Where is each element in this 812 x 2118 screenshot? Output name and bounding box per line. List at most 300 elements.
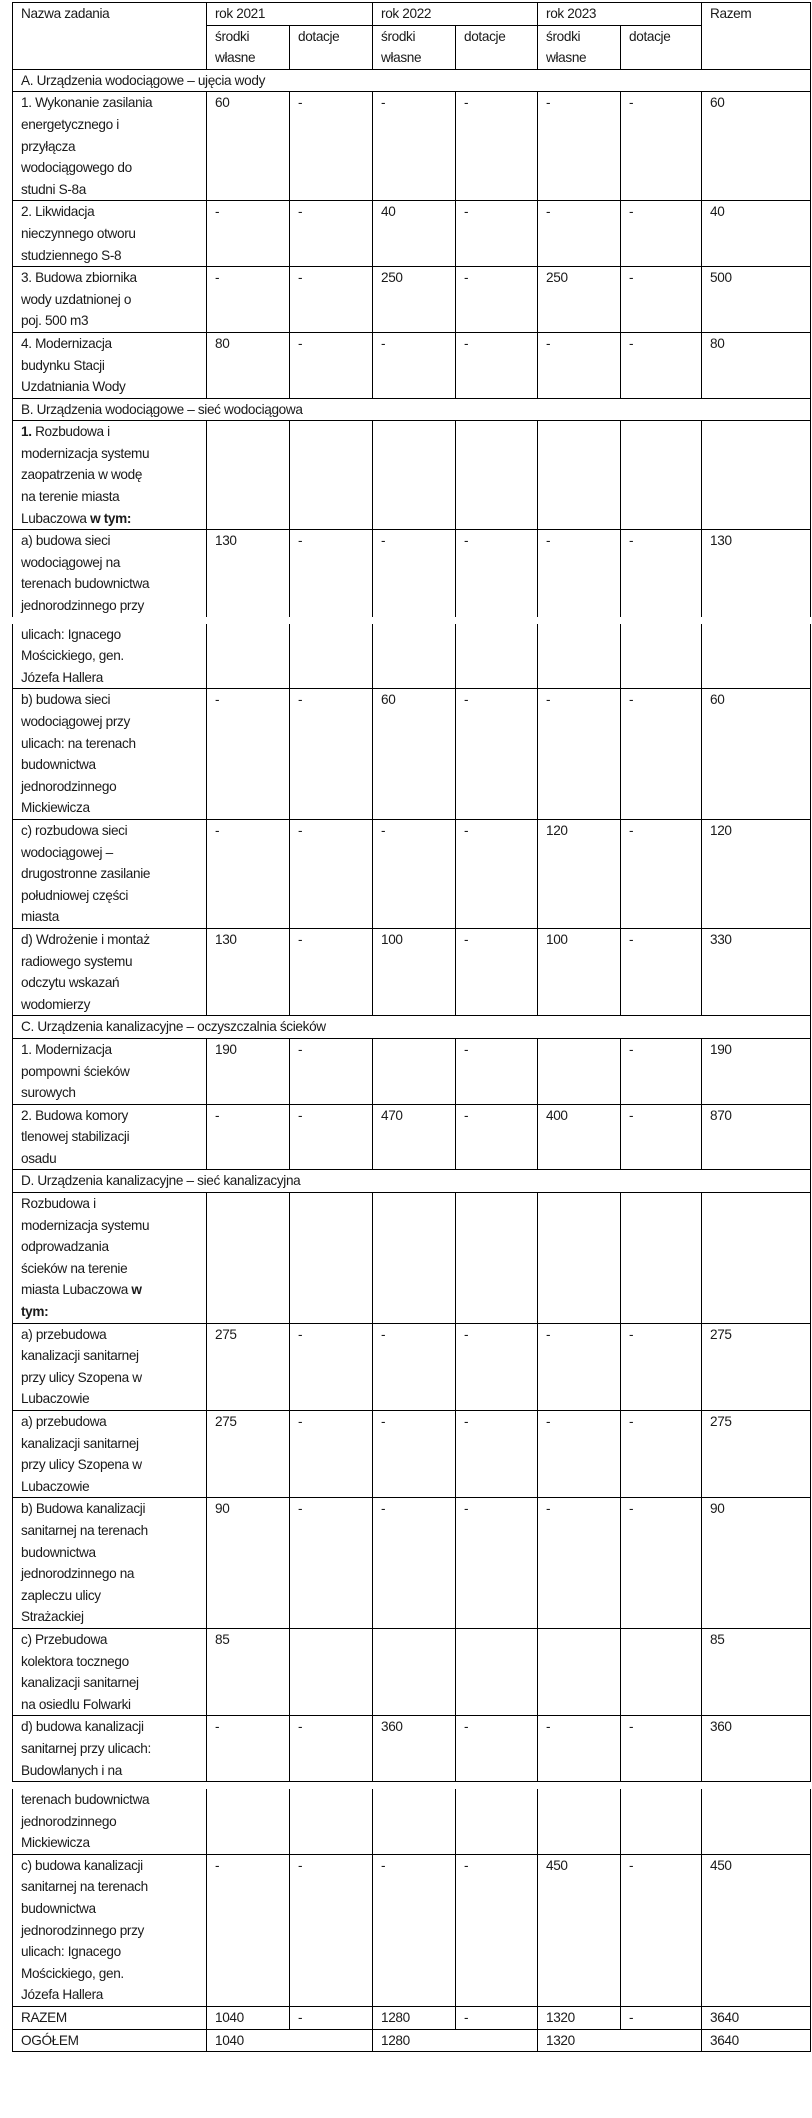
task-text: 4. Modernizacja — [21, 335, 112, 351]
task-name-line — [21, 1236, 202, 1258]
task-name-line — [21, 508, 202, 530]
task-name-line — [21, 624, 202, 646]
header-own-funds-2023 — [538, 25, 621, 69]
table-row — [13, 624, 811, 689]
task-name-line — [21, 863, 202, 885]
row-total-cell: 330 — [702, 928, 811, 1015]
own-funds-2022-cell: - — [373, 819, 456, 928]
task-name-line — [21, 157, 202, 179]
task-name-cell — [13, 1104, 207, 1170]
task-name-cell — [13, 928, 207, 1015]
task-name-line — [21, 1984, 202, 2006]
grants-2022-cell — [456, 624, 538, 689]
header-year-2021: rok 2021 — [207, 3, 373, 26]
task-name-line — [21, 885, 202, 907]
task-name-line — [21, 1520, 202, 1542]
task-text: Mościckiego, gen. — [21, 648, 124, 664]
own-funds-2023-cell: 400 — [538, 1104, 621, 1170]
own-funds-2021-cell: 60 — [207, 92, 290, 201]
own-funds-2023-cell: 1320 — [538, 2007, 621, 2030]
task-text: budownictwa — [21, 1544, 96, 1560]
table-row — [13, 928, 811, 1015]
header-row-years — [13, 3, 811, 26]
task-name-line — [21, 376, 202, 398]
row-total-cell: 450 — [702, 1854, 811, 2006]
own-funds-2021-cell — [207, 624, 290, 689]
task-name-line — [21, 689, 202, 711]
own-funds-2023-cell: - — [538, 201, 621, 267]
row-total-cell: 275 — [702, 1323, 811, 1410]
task-text: poj. 500 m3 — [21, 313, 89, 329]
section-row — [13, 398, 811, 421]
grants-2022-cell: - — [456, 2007, 538, 2030]
row-total-cell — [702, 1789, 811, 1854]
own-funds-line: środki — [381, 28, 416, 44]
task-text: 2. Likwidacja — [21, 204, 95, 220]
task-name-line — [21, 136, 202, 158]
own-funds-2021-cell: - — [207, 1104, 290, 1170]
grants-2022-cell: - — [456, 819, 538, 928]
grants-2021-cell — [290, 421, 373, 530]
task-name-line — [21, 972, 202, 994]
task-name-line — [21, 2030, 202, 2052]
own-funds-2022-cell: - — [373, 1498, 456, 1629]
task-name-line — [21, 201, 202, 223]
task-name-line — [21, 1563, 202, 1585]
task-text: kanalizacji sanitarnej — [21, 1675, 139, 1691]
task-text: 2. Budowa komory — [21, 1107, 128, 1123]
table-row — [13, 421, 811, 530]
grants-2022-cell: - — [456, 1104, 538, 1170]
task-text: surowych — [21, 1085, 76, 1101]
grants-2022-cell — [456, 421, 538, 530]
section-row — [13, 69, 811, 92]
grants-2021-cell: - — [290, 928, 373, 1015]
task-name-line — [21, 929, 202, 951]
grants-2021-cell: - — [290, 1323, 373, 1410]
header-own-funds-2021 — [207, 25, 290, 69]
task-text: Józefa Hallera — [21, 1987, 103, 2003]
grand-total-row — [13, 2029, 811, 2052]
grants-2022-cell: - — [456, 1038, 538, 1104]
own-funds-2022-cell — [373, 1193, 456, 1324]
grants-2023-cell: - — [621, 928, 702, 1015]
table-row — [13, 530, 811, 617]
grants-2023-cell: - — [621, 1038, 702, 1104]
table-row — [13, 1716, 811, 1782]
grants-2021-cell: - — [290, 1716, 373, 1782]
own-funds-2021-cell: - — [207, 201, 290, 267]
row-total-cell: 500 — [702, 267, 811, 333]
grants-2022-cell — [456, 1193, 538, 1324]
task-text: Mościckiego, gen. — [21, 1965, 124, 1981]
grants-2022-cell: - — [456, 689, 538, 820]
task-text: c) budowa kanalizacji — [21, 1857, 143, 1873]
task-name-cell — [13, 1193, 207, 1324]
own-funds-2022-cell — [373, 1038, 456, 1104]
own-funds-2021-cell — [207, 1193, 290, 1324]
grants-2023-cell — [621, 421, 702, 530]
header-year-2022: rok 2022 — [373, 3, 538, 26]
own-funds-2023-cell: - — [538, 92, 621, 201]
task-text: tlenowej stabilizacji — [21, 1129, 130, 1145]
task-name-cell — [13, 92, 207, 201]
grants-2023-cell: - — [621, 267, 702, 333]
task-text: jednorodzinnego — [21, 1813, 117, 1829]
grants-2022-cell: - — [456, 530, 538, 617]
task-name-cell — [13, 1498, 207, 1629]
own-funds-2021-cell — [207, 1789, 290, 1854]
table-row — [13, 1104, 811, 1170]
grants-2023-cell — [621, 624, 702, 689]
task-name-line — [21, 994, 202, 1016]
grants-2021-cell: - — [290, 1498, 373, 1629]
grants-2021-cell: - — [290, 2007, 373, 2030]
grants-2021-cell: - — [290, 92, 373, 201]
task-name-line — [21, 1694, 202, 1716]
own-funds-2022-cell: - — [373, 92, 456, 201]
task-name-line — [21, 1672, 202, 1694]
own-funds-2023-cell: 250 — [538, 267, 621, 333]
task-text: przyłącza — [21, 138, 76, 154]
task-name-cell — [13, 201, 207, 267]
total-overall-cell: 3640 — [702, 2029, 811, 2052]
task-name-line — [21, 1039, 202, 1061]
own-funds-2022-cell — [373, 624, 456, 689]
task-name-line — [21, 667, 202, 689]
total-2022-cell: 1280 — [373, 2029, 538, 2052]
investment-table-part-2 — [12, 624, 811, 1782]
task-text: b) budowa sieci — [21, 692, 111, 708]
task-name-cell — [13, 332, 207, 398]
table-row — [13, 1854, 811, 2006]
task-name-line — [21, 1324, 202, 1346]
task-text: jednorodzinnego przy — [21, 598, 144, 614]
task-name-line — [21, 820, 202, 842]
task-text: studziennego S-8 — [21, 247, 122, 263]
own-funds-line: środki — [215, 28, 250, 44]
grants-2021-cell: - — [290, 1854, 373, 2006]
grants-2021-cell: - — [290, 819, 373, 928]
task-text: przy ulicy Szopena w — [21, 1457, 142, 1473]
task-text: odprowadzania — [21, 1239, 109, 1255]
grants-2022-cell: - — [456, 1323, 538, 1410]
header-grants-2021: dotacje — [290, 25, 373, 69]
task-text: jednorodzinnego na — [21, 1566, 135, 1582]
task-text: sanitarnej na terenach — [21, 1879, 148, 1895]
own-funds-2021-cell: - — [207, 267, 290, 333]
task-name-cell — [13, 2029, 207, 2052]
task-text: Uzdatniania Wody — [21, 379, 126, 395]
own-funds-2023-cell: 450 — [538, 1854, 621, 2006]
task-name-line — [21, 421, 202, 443]
task-text: modernizacja systemu — [21, 1217, 150, 1233]
task-name-line — [21, 1716, 202, 1738]
task-name-line — [21, 245, 202, 267]
own-funds-2022-cell: - — [373, 1323, 456, 1410]
task-text: zaopatrzenia w wodę — [21, 467, 143, 483]
task-name-line — [21, 179, 202, 201]
table-row — [13, 1323, 811, 1410]
task-text: pompowni ścieków — [21, 1063, 130, 1079]
task-name-line — [21, 1832, 202, 1854]
own-funds-2021-cell: 1040 — [207, 2007, 290, 2030]
own-funds-line: własne — [546, 50, 587, 66]
task-text: wodociągowej przy — [21, 714, 130, 729]
own-funds-2021-cell: 190 — [207, 1038, 290, 1104]
task-name-cell — [13, 819, 207, 928]
own-funds-2021-cell: 275 — [207, 1323, 290, 1410]
task-name-line — [21, 464, 202, 486]
task-name-line — [21, 906, 202, 928]
grants-2022-cell: - — [456, 332, 538, 398]
grants-2023-cell — [621, 1628, 702, 1715]
task-text: kanalizacji sanitarnej — [21, 1348, 139, 1364]
own-funds-2023-cell: - — [538, 1323, 621, 1410]
header-total: Razem — [702, 3, 811, 70]
task-name-line — [21, 1126, 202, 1148]
grants-2021-cell — [290, 1193, 373, 1324]
task-name-cell — [13, 689, 207, 820]
task-name-line — [21, 1433, 202, 1455]
row-total-cell: 90 — [702, 1498, 811, 1629]
task-name-line — [21, 1061, 202, 1083]
task-name-line — [21, 1279, 202, 1301]
row-total-cell: 85 — [702, 1628, 811, 1715]
task-text: miasta Lubaczowa — [21, 1282, 132, 1298]
task-name-line — [21, 1105, 202, 1127]
task-name-line — [21, 645, 202, 667]
task-text: na osiedlu Folwarki — [21, 1696, 131, 1712]
task-name-line — [21, 1585, 202, 1607]
grants-2022-cell: - — [456, 92, 538, 201]
own-funds-2022-cell: - — [373, 530, 456, 617]
grants-2021-cell: - — [290, 1411, 373, 1498]
in-which-label: tym: — [21, 1304, 49, 1320]
task-name-cell — [13, 1854, 207, 2006]
grants-2023-cell: - — [621, 201, 702, 267]
task-text: d) Wdrożenie i montaż — [21, 931, 150, 947]
task-name-line — [21, 530, 202, 552]
own-funds-line: własne — [215, 50, 256, 66]
task-name-line — [21, 92, 202, 114]
task-name-line — [21, 595, 202, 617]
task-name-cell — [13, 1789, 207, 1854]
task-text: sanitarnej na terenach — [21, 1522, 148, 1538]
row-total-cell — [702, 1193, 811, 1324]
own-funds-2023-cell — [538, 1628, 621, 1715]
task-text: Budowlanych i na — [21, 1762, 122, 1778]
row-total-cell: 60 — [702, 689, 811, 820]
table-row — [13, 267, 811, 333]
own-funds-2022-cell: 1280 — [373, 2007, 456, 2030]
task-name-line — [21, 1941, 202, 1963]
table-row — [13, 92, 811, 201]
task-name-line — [21, 1082, 202, 1104]
task-name-cell — [13, 530, 207, 617]
task-name-line — [21, 1454, 202, 1476]
task-text: kolektora tocznego — [21, 1653, 129, 1669]
own-funds-2023-cell: 100 — [538, 928, 621, 1015]
in-which-label: w tym: — [90, 510, 132, 526]
task-name-line — [21, 1876, 202, 1898]
task-text: Mickiewicza — [21, 800, 90, 816]
task-name-line — [21, 1498, 202, 1520]
task-text: 1. Modernizacja — [21, 1041, 112, 1057]
own-funds-2022-cell: 360 — [373, 1716, 456, 1782]
task-text: ścieków na terenie — [21, 1260, 128, 1276]
table-row — [13, 332, 811, 398]
task-text: budownictwa — [21, 757, 96, 773]
task-text: Strażackiej — [21, 1609, 84, 1625]
in-which-label: w — [131, 1282, 142, 1298]
task-name-line — [21, 1258, 202, 1280]
grants-2021-cell: - — [290, 1038, 373, 1104]
grants-2022-cell: - — [456, 1411, 538, 1498]
task-name-line — [21, 1760, 202, 1782]
grants-2023-cell — [621, 1193, 702, 1324]
task-text: Rozbudowa i — [31, 424, 110, 440]
own-funds-2022-cell: 40 — [373, 201, 456, 267]
task-text: Lubaczowa — [21, 510, 91, 526]
own-funds-2023-cell — [538, 1038, 621, 1104]
task-name-line — [21, 1148, 202, 1170]
task-text: jednorodzinnego przy — [21, 1922, 144, 1938]
task-name-cell — [13, 1038, 207, 1104]
own-funds-2022-cell — [373, 1789, 456, 1854]
own-funds-2022-cell: 250 — [373, 267, 456, 333]
task-name-line — [21, 573, 202, 595]
own-funds-2021-cell: 130 — [207, 928, 290, 1015]
task-text: ulicach: Ignacego — [21, 1944, 121, 1960]
own-funds-2023-cell: - — [538, 1411, 621, 1498]
row-total-cell: 3640 — [702, 2007, 811, 2030]
section-title: D. Urządzenia kanalizacyjne – sieć kanalizacyjna — [13, 1170, 811, 1193]
task-text: nieczynnego otworu — [21, 225, 136, 241]
grants-2021-cell: - — [290, 689, 373, 820]
grants-2023-cell: - — [621, 1411, 702, 1498]
task-text: budownictwa — [21, 1901, 96, 1917]
investment-table-part-3 — [12, 1789, 811, 2052]
task-name-line — [21, 711, 202, 733]
page-break-gap — [12, 617, 812, 624]
page-break-gap — [12, 1782, 812, 1789]
task-name-cell — [13, 1323, 207, 1410]
task-text: zapleczu ulicy — [21, 1587, 101, 1603]
grants-2022-cell: - — [456, 928, 538, 1015]
task-name-cell — [13, 1628, 207, 1715]
task-text: radiowego systemu — [21, 953, 133, 969]
grants-2023-cell: - — [621, 92, 702, 201]
header-grants-2022: dotacje — [456, 25, 538, 69]
row-total-cell: 120 — [702, 819, 811, 928]
task-name-cell — [13, 1716, 207, 1782]
task-name-cell — [13, 421, 207, 530]
table-row — [13, 1038, 811, 1104]
task-name-line — [21, 1898, 202, 1920]
task-text: 1. Wykonanie zasilania — [21, 95, 153, 111]
task-text: przy ulicy Szopena w — [21, 1369, 142, 1385]
own-funds-2022-cell — [373, 421, 456, 530]
own-funds-2021-cell: 275 — [207, 1411, 290, 1498]
grants-2023-cell: - — [621, 1104, 702, 1170]
grants-2023-cell: - — [621, 332, 702, 398]
task-text: wodociągowego do — [21, 160, 132, 176]
grants-2022-cell: - — [456, 1716, 538, 1782]
task-name-line — [21, 1367, 202, 1389]
task-text: a) przebudowa — [21, 1414, 107, 1429]
task-name-line — [21, 1301, 202, 1323]
own-funds-2023-cell: - — [538, 530, 621, 617]
task-name-line — [21, 797, 202, 819]
grants-2022-cell: - — [456, 1498, 538, 1629]
task-text: Józefa Hallera — [21, 669, 103, 685]
own-funds-2021-cell: 90 — [207, 1498, 290, 1629]
task-name-line — [21, 1476, 202, 1498]
grants-2023-cell: - — [621, 1716, 702, 1782]
row-total-cell — [702, 421, 811, 530]
task-text: studni S-8a — [21, 181, 86, 197]
own-funds-2023-cell: - — [538, 1498, 621, 1629]
task-name-line — [21, 1215, 202, 1237]
grants-2021-cell — [290, 624, 373, 689]
grants-2022-cell: - — [456, 201, 538, 267]
task-text: a) przebudowa — [21, 1326, 107, 1342]
own-funds-2023-cell — [538, 1193, 621, 1324]
grants-2023-cell: - — [621, 1323, 702, 1410]
task-text: jednorodzinnego — [21, 778, 117, 794]
task-text: odczytu wskazań — [21, 975, 120, 991]
grants-2022-cell: - — [456, 267, 538, 333]
task-text: b) Budowa kanalizacji — [21, 1501, 146, 1517]
task-text: Mickiewicza — [21, 1835, 90, 1851]
own-funds-2023-cell — [538, 624, 621, 689]
section-title: C. Urządzenia kanalizacyjne – oczyszczalnia ścieków — [13, 1016, 811, 1039]
grants-2022-cell: - — [456, 1854, 538, 2006]
task-name-line — [21, 1789, 202, 1811]
task-name-line — [21, 776, 202, 798]
task-text: ulicach: na terenach — [21, 735, 136, 751]
grants-2023-cell: - — [621, 1854, 702, 2006]
row-total-cell: 80 — [702, 332, 811, 398]
own-funds-2021-cell: 130 — [207, 530, 290, 617]
task-text: sanitarnej przy ulicach: — [21, 1740, 151, 1756]
task-text: na terenie miasta — [21, 489, 120, 505]
task-name-line — [21, 114, 202, 136]
investment-table-part-1 — [12, 2, 811, 617]
grants-2022-cell — [456, 1789, 538, 1854]
grants-2021-cell: - — [290, 1104, 373, 1170]
task-text: wody uzdatnionej o — [21, 291, 132, 307]
own-funds-2021-cell: - — [207, 819, 290, 928]
task-text: kanalizacji sanitarnej — [21, 1435, 139, 1451]
table-row — [13, 1498, 811, 1629]
task-name-line — [21, 1920, 202, 1942]
task-text: terenach budownictwa — [21, 1792, 150, 1808]
task-name-line — [21, 2007, 202, 2029]
task-text: a) budowa sieci — [21, 533, 111, 549]
row-total-cell: 130 — [702, 530, 811, 617]
task-name-line — [21, 1411, 202, 1433]
row-total-cell: 275 — [702, 1411, 811, 1498]
header-year-2023: rok 2023 — [538, 3, 702, 26]
task-name-line — [21, 1963, 202, 1985]
task-name-cell — [13, 1411, 207, 1498]
task-name-line — [21, 1738, 202, 1760]
task-text: miasta — [21, 909, 59, 925]
task-text: ulicach: Ignacego — [21, 626, 121, 642]
own-funds-2023-cell: 120 — [538, 819, 621, 928]
